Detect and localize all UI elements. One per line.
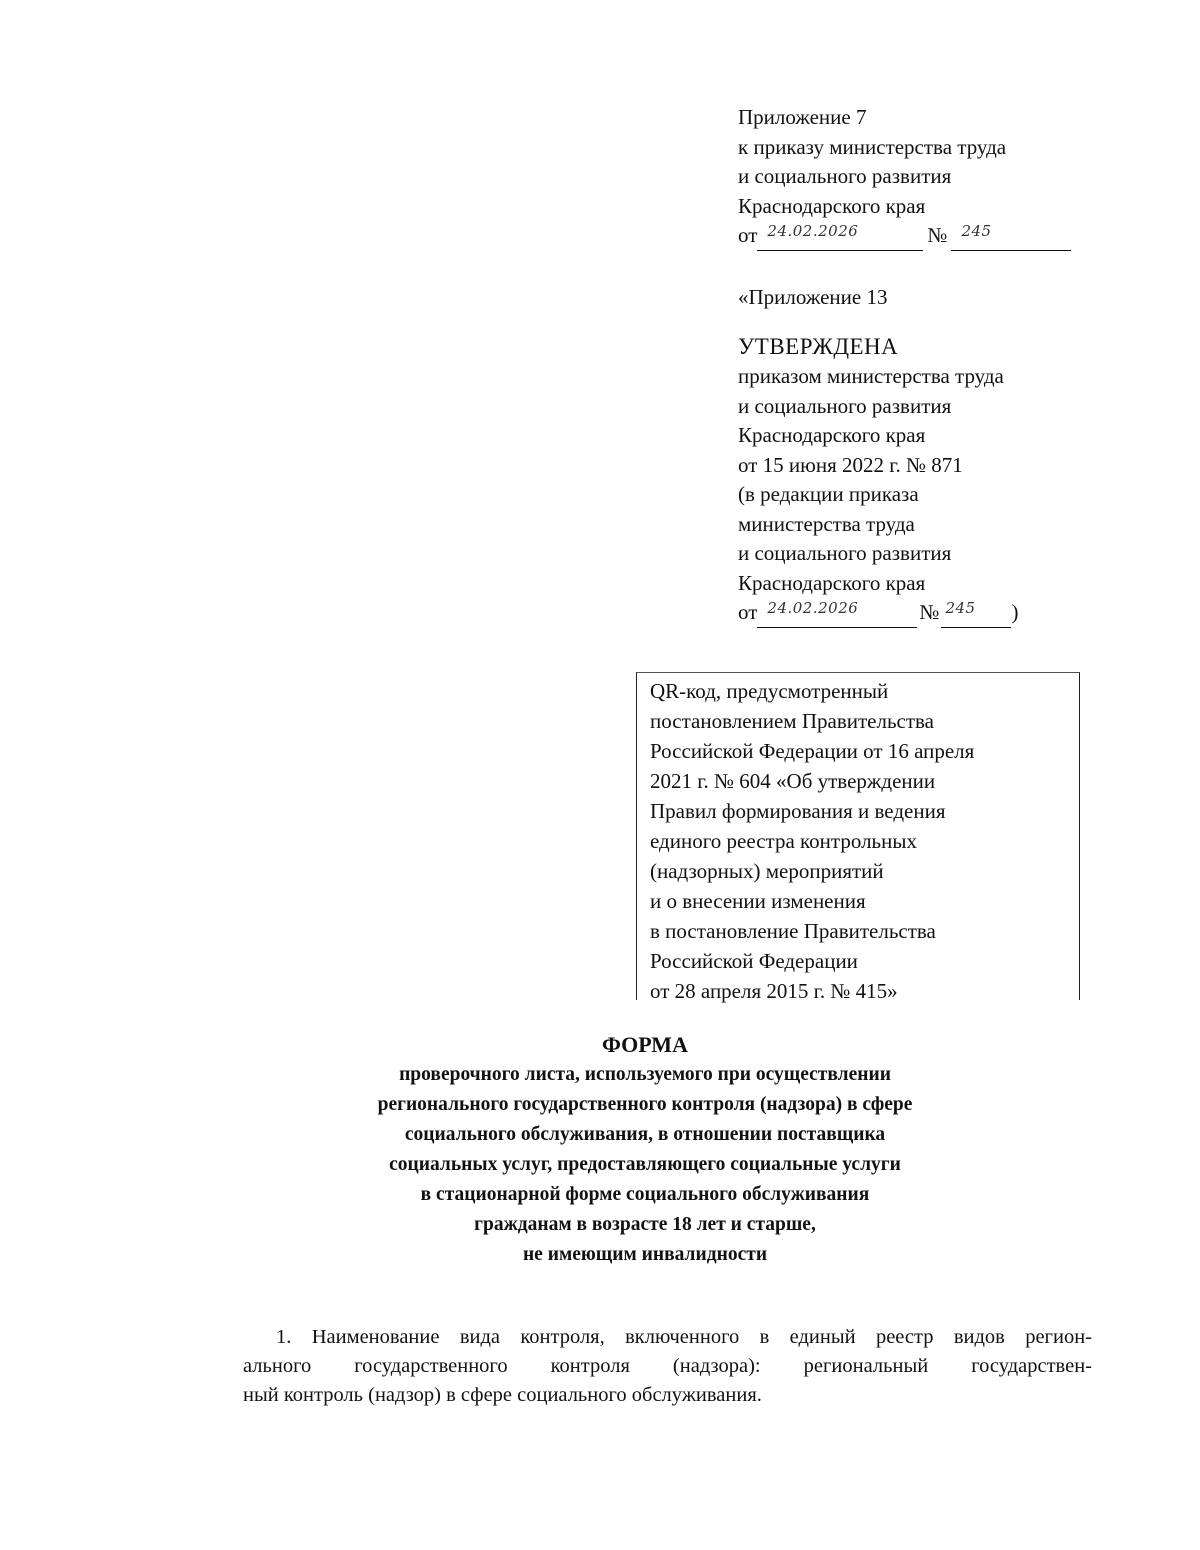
- form-title-line: гражданам в возрасте 18 лет и старше,: [474, 1214, 816, 1235]
- annex7-title: Приложение 7: [738, 105, 867, 129]
- approved-heading: УТВЕРЖДЕНА: [738, 334, 899, 359]
- number-prefix: №: [919, 600, 940, 624]
- annex7-line: и социального развития: [738, 164, 952, 188]
- form-title: [0, 1030, 1200, 1270]
- qr-box-line: единого реестра контрольных: [650, 829, 917, 853]
- approved-date-line: [738, 598, 1018, 628]
- annex13-title: «Приложение 13: [738, 285, 888, 309]
- number-prefix: №: [927, 223, 948, 247]
- qr-box-line: QR-код, предусмотренный: [650, 679, 889, 703]
- approved-line: от 15 июня 2022 г. № 871: [738, 452, 963, 477]
- date-field: [757, 222, 923, 251]
- paragraph-line: ный контроль (надзор) в сфере социального обслуживания.: [243, 1384, 762, 1406]
- handwritten-number: 245: [945, 599, 976, 617]
- form-title-line: не имеющим инвалидности: [522, 1244, 768, 1265]
- qr-box-line: 2021 г. № 604 «Об утверждении: [650, 769, 936, 793]
- handwritten-date: 24.02.2026: [767, 599, 859, 617]
- approval-block: [738, 331, 1018, 628]
- qr-box-line: Правил формирования и ведения: [650, 799, 946, 823]
- approved-line: Краснодарского края: [738, 570, 926, 595]
- approved-line: и социального развития: [738, 393, 952, 418]
- number-field: [951, 222, 1071, 251]
- form-title-line: социального обслуживания, в отношении поставщика: [404, 1124, 886, 1145]
- number-field: [941, 599, 1011, 628]
- qr-code-placeholder-box: [636, 672, 1080, 1003]
- qr-box-line: в постановление Правительства: [650, 919, 936, 943]
- approved-line: Краснодарского края: [738, 423, 926, 447]
- approved-line: (в редакции приказа: [738, 482, 919, 506]
- qr-box-line: (надзорных) мероприятий: [650, 859, 884, 883]
- annex7-date-line: [738, 221, 1071, 251]
- form-title-line: регионального государственного контроля (надзора) в сфере: [377, 1094, 913, 1115]
- form-title-line: проверочного листа, используемого при осуществлении: [399, 1064, 891, 1085]
- approved-line: и социального развития: [738, 541, 952, 565]
- form-title-line: в стационарной форме социального обслуживания: [420, 1184, 870, 1205]
- handwritten-number: 245: [961, 222, 992, 240]
- paragraph-line: ального государственного контроля (надзора): региональный государствен-: [243, 1355, 1092, 1377]
- approved-line: приказом министерства труда: [738, 364, 1004, 388]
- annex13-header: [738, 283, 887, 313]
- date-field: [757, 599, 917, 628]
- paragraph-1: [243, 1323, 1092, 1410]
- date-prefix: от: [738, 223, 758, 247]
- handwritten-date: 24.02.2026: [767, 222, 859, 240]
- qr-box-line: и о внесении изменения: [650, 889, 866, 913]
- closing-paren: ): [1011, 600, 1019, 624]
- annex7-line: к приказу министерства труда: [738, 134, 1007, 159]
- form-title-line: социальных услуг, предоставляющего социальные услуги: [389, 1154, 901, 1175]
- paragraph-line: 1. Наименование вида контроля, включенного в единый реестр видов регион-: [276, 1326, 1092, 1348]
- qr-box-line: постановлением Правительства: [650, 709, 935, 733]
- qr-box-line: Российской Федерации: [650, 949, 858, 973]
- qr-box-line: Российской Федерации от 16 апреля: [650, 739, 975, 763]
- annex7-line: Краснодарского края: [738, 193, 926, 218]
- form-heading: ФОРМА: [602, 1032, 688, 1057]
- date-prefix: от: [738, 600, 758, 624]
- approved-line: министерства труда: [738, 511, 915, 536]
- qr-box-line: от 28 апреля 2015 г. № 415»: [650, 979, 898, 1003]
- annex7-header: [738, 103, 1071, 251]
